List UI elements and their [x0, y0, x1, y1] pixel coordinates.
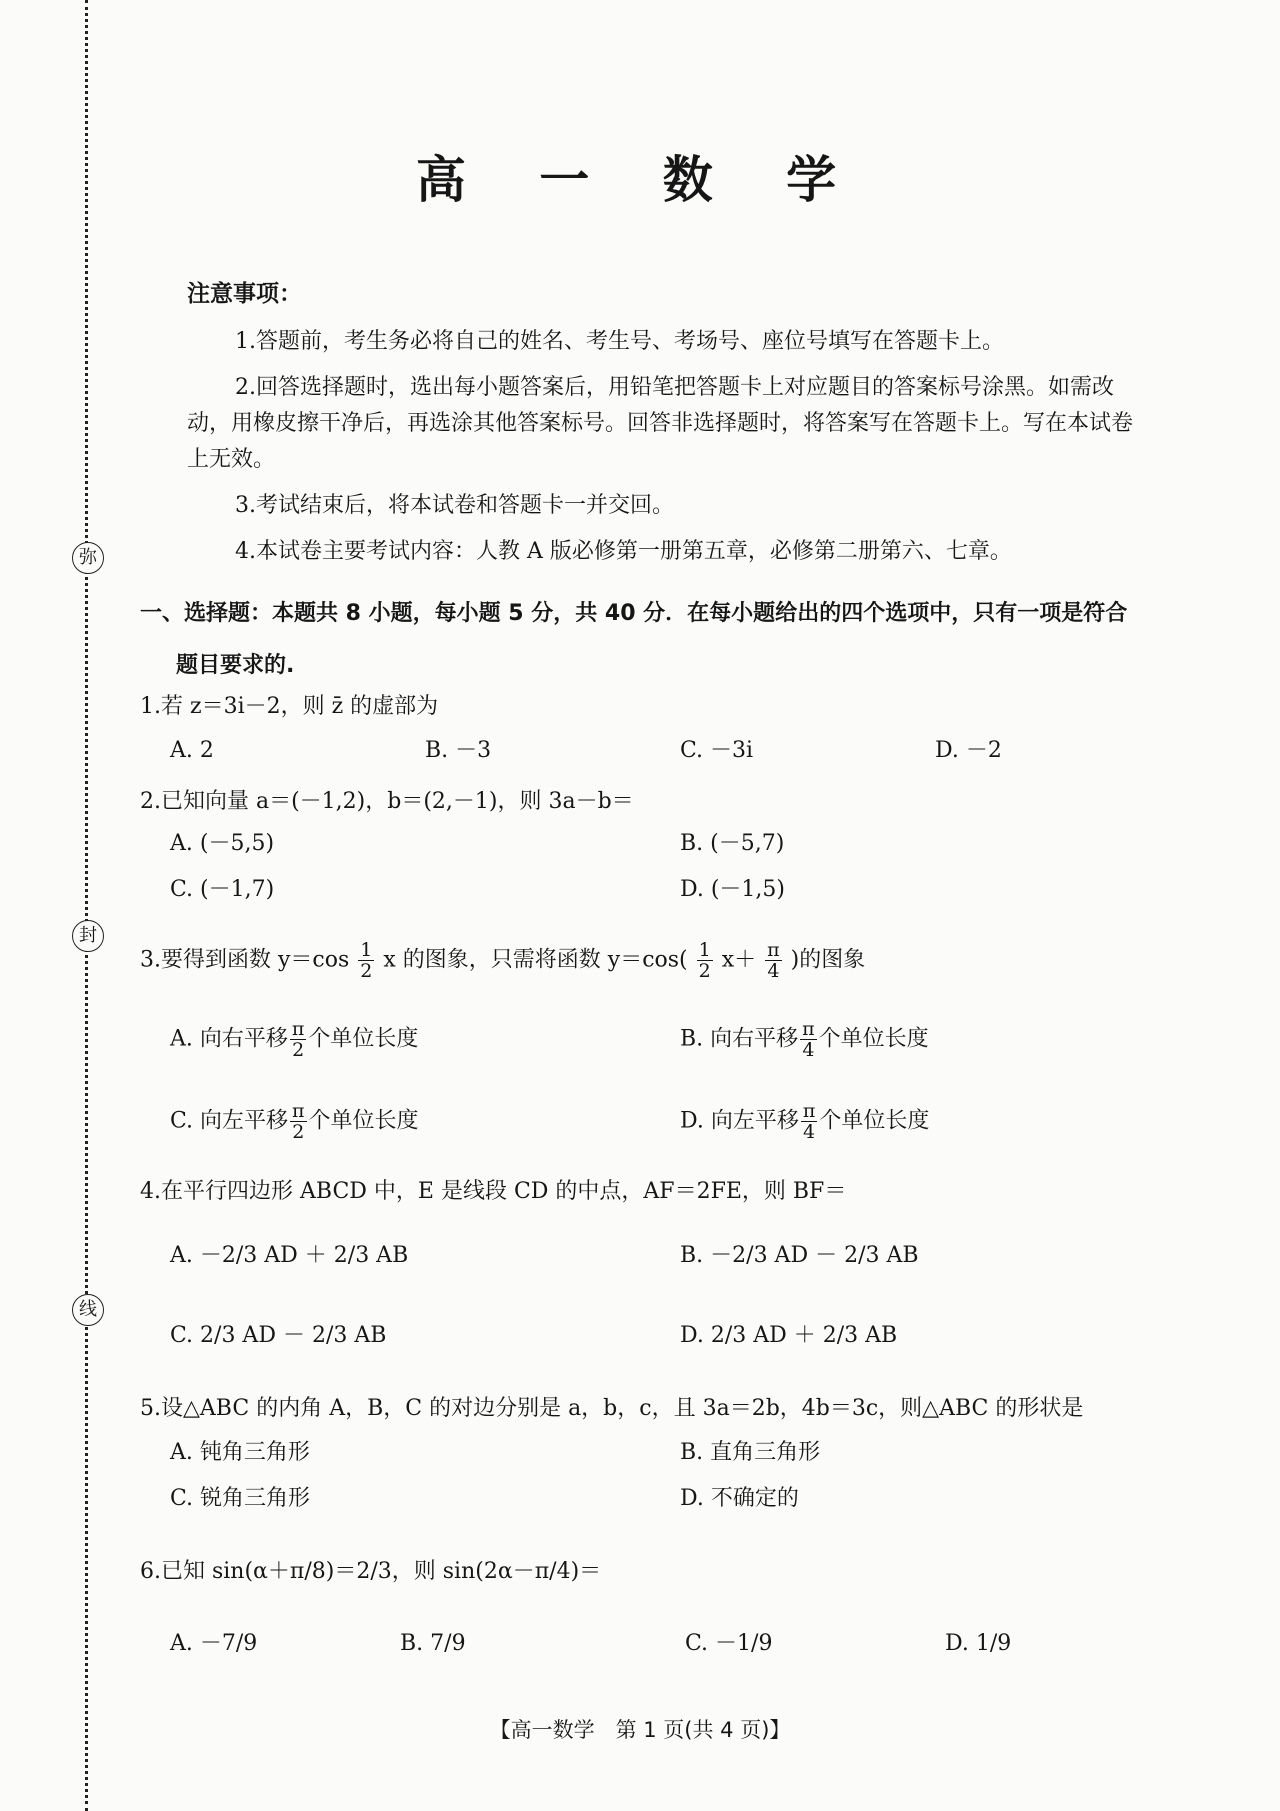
option-d: D. 2/3 AD ＋ 2/3 AB [680, 1323, 898, 1348]
question-stem: 1.若 z＝3i－2，则 z̄ 的虚部为 [140, 694, 439, 719]
seal-mark: 封 [72, 920, 104, 952]
notice-item: 1.答题前，考生务必将自己的姓名、考生号、考场号、座位号填写在答题卡上。 [235, 329, 1004, 354]
option-c: C. －3i [680, 738, 754, 763]
question-1 [140, 690, 1180, 774]
option-b: B. －2/3 AD － 2/3 AB [680, 1243, 919, 1268]
option-b: B. 7/9 [400, 1631, 466, 1656]
option-b: B. －3 [425, 738, 492, 763]
section-heading-line: 一、选择题：本题共 8 小题，每小题 5 分，共 40 分．在每小题给出的四个选项中，只有一项是符合 [140, 601, 1128, 626]
binding-dotted-line [85, 0, 88, 1811]
notice-item: 2.回答选择题时，选出每小题答案后，用铅笔把答题卡上对应题目的答案标号涂黑。如需改动，用橡皮擦干净后，再选涂其他答案标号。回答非选择题时，将答案写在答题卡上。写在本试卷上无效。 [187, 375, 1134, 472]
option-a: A. 向右平移 $\frac{\pi}{2}$ 个单位长度 [170, 1018, 419, 1061]
option-c: C. 2/3 AD － 2/3 AB [170, 1323, 387, 1348]
question-6 [140, 1555, 1180, 1677]
option-b: B. 直角三角形 [680, 1440, 821, 1465]
notice-heading: 注意事项： [187, 281, 302, 307]
option-d: D. 向左平移 $\frac{\pi}{4}$ 个单位长度 [680, 1100, 930, 1143]
option-d: D. (－1,5) [680, 877, 785, 902]
option-a: A. －2/3 AD ＋ 2/3 AB [170, 1243, 409, 1268]
option-a: A. －7/9 [170, 1631, 258, 1656]
notice-block [187, 275, 1137, 580]
option-a: A. (－5,5) [170, 831, 275, 856]
option-b: B. (－5,7) [680, 831, 785, 856]
question-stem: 2.已知向量 a＝(－1,2)，b＝(2,－1)，则 3a－b＝ [140, 789, 634, 814]
option-a: A. 钝角三角形 [170, 1440, 310, 1465]
option-c: C. －1/9 [685, 1631, 773, 1656]
question-5 [140, 1392, 1180, 1522]
option-d: D. 1/9 [945, 1631, 1012, 1656]
section-heading-line: 题目要求的. [176, 653, 295, 678]
option-a: A. 2 [170, 738, 214, 763]
question-stem: 6.已知 sin(α＋π/8)＝2/3，则 sin(2α－π/4)＝ [140, 1559, 602, 1584]
option-c: C. 向左平移 $\frac{\pi}{2}$ 个单位长度 [170, 1100, 419, 1143]
option-c: C. 锐角三角形 [170, 1486, 311, 1511]
seal-mark: 线 [72, 1294, 104, 1326]
notice-item: 4.本试卷主要考试内容：人教 A 版必修第一册第五章，必修第二册第六、七章。 [235, 539, 1012, 564]
option-d: D. －2 [935, 738, 1002, 763]
section-heading [140, 588, 1180, 692]
option-c: C. (－1,7) [170, 877, 275, 902]
option-b: B. 向右平移 $\frac{\pi}{4}$ 个单位长度 [680, 1018, 929, 1061]
question-4 [140, 1175, 1180, 1369]
page-title: 高 一 数 学 [415, 151, 865, 209]
question-stem: 5.设△ABC 的内角 A，B，C 的对边分别是 a，b，c，且 3a＝2b，4b＝3c，则△ABC 的形状是 [140, 1396, 1084, 1421]
question-stem: 3.要得到函数 y＝cos $\frac{1}{2}$ x 的图象，只需将函数 y＝cos( $\frac{1}{2}$ x＋ $\frac{\pi}{4}$ )的图象 [140, 939, 866, 982]
notice-item: 3.考试结束后，将本试卷和答题卡一并交回。 [235, 493, 674, 518]
question-stem: 4.在平行四边形 ABCD 中，E 是线段 CD 的中点，AF＝2FE，则 BF＝ [140, 1179, 847, 1204]
question-2 [140, 785, 1180, 913]
option-d: D. 不确定的 [680, 1486, 799, 1511]
seal-mark: 弥 [72, 542, 104, 574]
page-footer: 【高一数学 第 1 页(共 4 页)】 [489, 1718, 791, 1742]
question-3 [140, 940, 1180, 1145]
